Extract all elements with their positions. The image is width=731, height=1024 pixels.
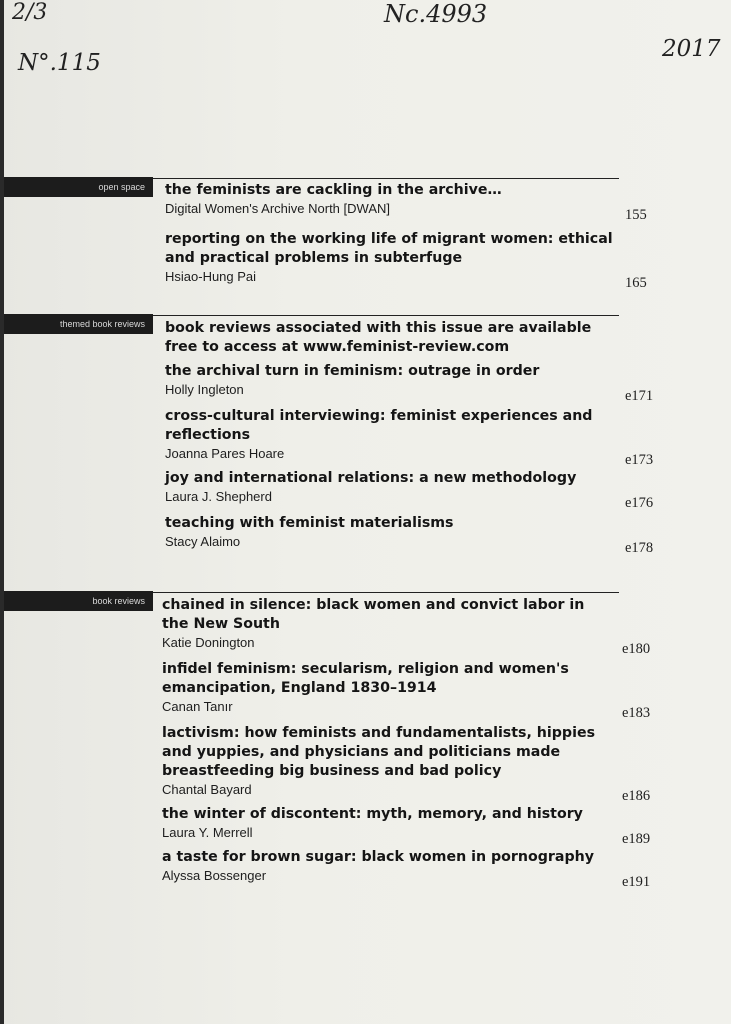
- entry-page: e171: [625, 388, 654, 404]
- entry-author: Digital Women's Archive North [DWAN]: [165, 201, 390, 216]
- entry-page: e183: [622, 705, 651, 721]
- toc-entry: [162, 805, 652, 847]
- handwritten-catalog-number: Nc.4993: [384, 0, 488, 28]
- entry-page: e186: [622, 788, 651, 804]
- toc-entry: [165, 230, 655, 291]
- entry-author: Laura J. Shepherd: [165, 489, 272, 504]
- page-binding-edge: [0, 0, 4, 1024]
- toc-entry: [162, 848, 652, 890]
- entry-author: Joanna Pares Hoare: [165, 446, 285, 461]
- section-label: open space: [4, 177, 153, 197]
- entry-author: Hsiao-Hung Pai: [165, 269, 257, 284]
- toc-entry: [162, 724, 652, 804]
- entry-author: Stacy Alaimo: [165, 534, 241, 549]
- entry-page: 165: [625, 275, 647, 291]
- entry-author: Holly Ingleton: [165, 382, 244, 397]
- entry-page: e189: [622, 831, 651, 847]
- section-label: themed book reviews: [4, 314, 153, 334]
- entry-author: Alyssa Bossenger: [162, 868, 267, 883]
- section-rule: [153, 315, 619, 316]
- entry-title: the winter of discontent: myth, memory, and history: [162, 806, 583, 822]
- section-rule: [153, 592, 619, 593]
- section-label: book reviews: [4, 591, 153, 611]
- handwritten-issue-number: N°.115: [18, 50, 101, 76]
- entry-title: cross-cultural interviewing: feminist experiences and reflections: [165, 408, 593, 443]
- entry-author: Laura Y. Merrell: [162, 825, 253, 840]
- entry-title: lactivism: how feminists and fundamentalists, hippies and yuppies, and physicians and politicians made breastfeeding big business and bad policy: [162, 725, 596, 779]
- entry-author: Katie Donington: [162, 635, 255, 650]
- entry-author: Canan Tanır: [162, 699, 233, 714]
- toc-entry: [165, 362, 655, 404]
- handwritten-year: 2017: [662, 36, 721, 62]
- entry-page: e176: [625, 495, 654, 511]
- handwritten-fraction: 2/3: [12, 0, 48, 25]
- toc-entry: [162, 660, 652, 721]
- entry-title: infidel feminism: secularism, religion and women's emancipation, England 1830–1914: [162, 661, 569, 696]
- entry-title: joy and international relations: a new methodology: [165, 470, 577, 486]
- toc-note: [165, 319, 655, 357]
- entry-title: the feminists are cackling in the archive…: [165, 182, 502, 198]
- toc-entry: [165, 407, 655, 468]
- entry-author: Chantal Bayard: [162, 782, 252, 797]
- entry-title: chained in silence: black women and convict labor in the New South: [162, 597, 585, 632]
- toc-entry: [162, 596, 652, 657]
- entry-title: a taste for brown sugar: black women in pornography: [162, 849, 594, 865]
- entry-title: teaching with feminist materialisms: [165, 515, 454, 531]
- entry-title: the archival turn in feminism: outrage in order: [165, 363, 540, 379]
- toc-entry: [165, 469, 655, 511]
- section-rule: [153, 178, 619, 179]
- entry-page: e178: [625, 540, 654, 556]
- entry-page: e173: [625, 452, 654, 468]
- entry-title: reporting on the working life of migrant women: ethical and practical problems in subterfuge: [165, 231, 613, 266]
- toc-entry: [165, 181, 655, 223]
- entry-page: e191: [622, 874, 651, 890]
- entry-page: e180: [622, 641, 651, 657]
- entry-page: 155: [625, 207, 647, 223]
- entry-title: book reviews associated with this issue are available free to access at www.feminist-review.com: [165, 320, 592, 355]
- toc-entry: [165, 514, 655, 556]
